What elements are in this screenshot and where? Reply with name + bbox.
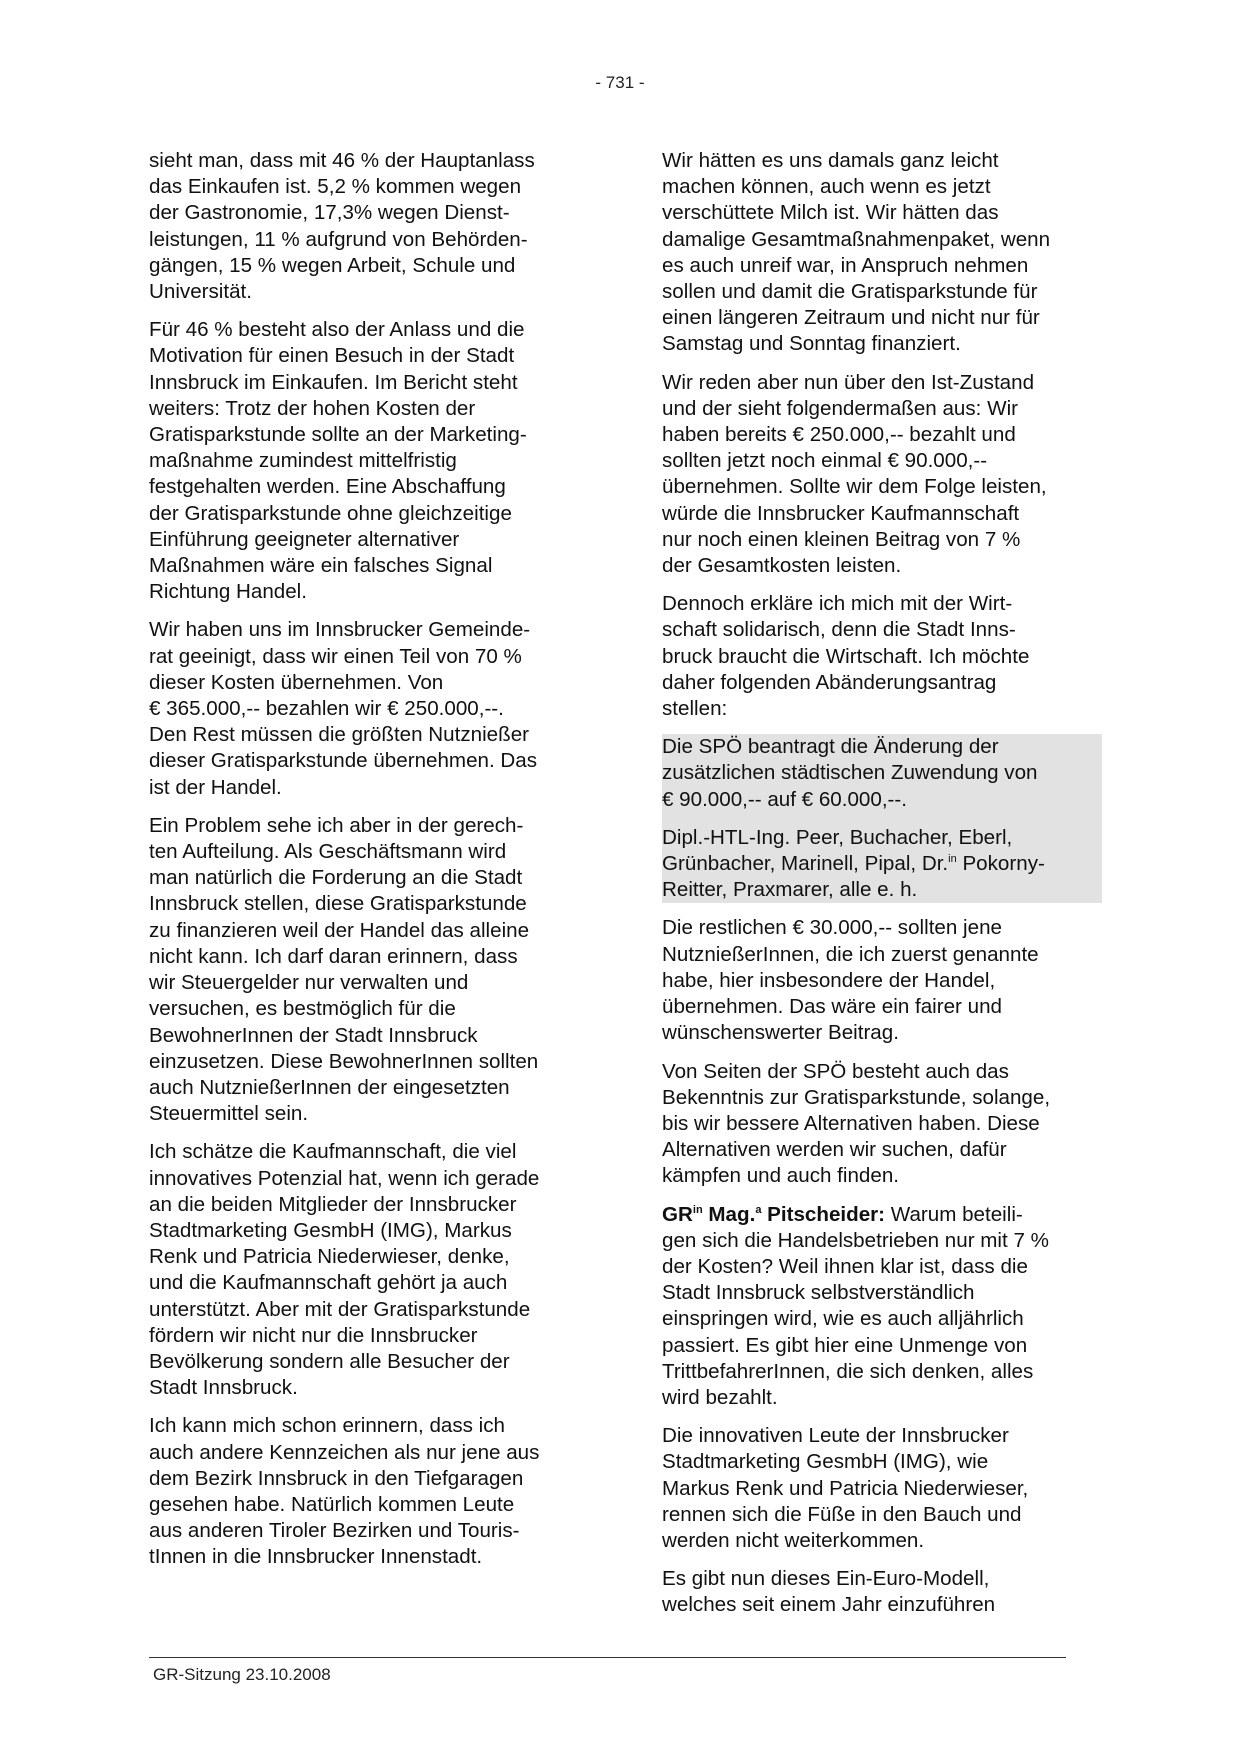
paragraph: Wir haben uns im Innsbrucker Gemeinde- rat geeinigt, dass wir einen Teil von 70 % dieser Kosten übernehmen. Von € 365.000,-- bezahlen wir € 250.000,--. Den Rest müssen die größten Nutznießer dieser Gratisparkstunde übernehmen. Das ist der Handel.	[149, 618, 538, 799]
paragraph: Ich schätze die Kaufmannschaft, die viel innovatives Potenzial hat, wenn ich gerade an die beiden Mitglieder der Innsbrucker Stadtmarketing GesmbH (IMG), Markus Renk und Patricia Niederwieser, denke, und die Kaufmannschaft gehört ja auch unterstützt. Aber mit der Gratisparkstunde fördern wir nicht nur die Innsbrucker Bevölkerung sondern alle Besucher der Stadt Innsbruck.	[149, 1140, 540, 1400]
paragraph: Ich kann mich schon erinnern, dass ich auch andere Kennzeichen als nur jene aus dem Bezirk Innsbruck in den Tiefgaragen gesehen habe. Natürlich kommen Leute aus anderen Tiroler Bezirken und Touris- tInnen in die Innsbrucker Innenstadt.	[149, 1414, 540, 1569]
speaker-name: Pitscheider:	[761, 1202, 886, 1226]
left-column	[149, 148, 589, 1583]
speaker-text: Warum beteili- gen sich die Handelsbetrieben nur mit 7 % der Kosten? Weil ihnen klar ist, dass die Stadt Innsbruck selbstverständlich einspringen wird, wie es auch alljährlich passiert. Es gibt hier eine Unmenge von TrittbefahrerInnen, die sich denken, alles wird bezahlt.	[662, 1202, 1049, 1409]
paragraph: Für 46 % besteht also der Anlass und die Motivation für einen Besuch in der Stadt Innsbruck im Einkaufen. Im Bericht steht weiters: Trotz der hohen Kosten der Gratisparkstunde sollte an der Marketing- maßnahme zumindest mittelfristig festgehalten werden. Eine Abschaffung der Gratisparkstunde ohne gleichzeitige Einführung geeigneter alternativer Maßnahmen wäre ein falsches Signal Richtung Handel.	[149, 318, 527, 604]
motion-text: Die SPÖ beantragt die Änderung der zusätzlichen städtischen Zuwendung von € 90.000,-- auf € 60.000,--.	[662, 735, 1038, 811]
paragraph: Wir hätten es uns damals ganz leicht machen können, auch wenn es jetzt verschüttete Milch ist. Wir hätten das damalige Gesamtmaßnahmenpaket, wenn es auch unreif war, in Anspruch nehmen sollen und damit die Gratisparkstunde für einen längeren Zeitraum und nicht nur für Samstag und Sonntag finanziert.	[662, 149, 1051, 356]
paragraph: Die restlichen € 30.000,-- sollten jene NutznießerInnen, die ich zuerst genannte habe, hier insbesondere der Handel, übernehmen. Das wäre ein fairer und wünschenswerter Beitrag.	[662, 916, 1039, 1045]
speaker-mag: Mag.	[702, 1202, 756, 1226]
signers-part1: Dipl.-HTL-Ing. Peer, Buchacher, Eberl, Grünbacher, Marinell, Pipal, Dr.	[662, 825, 1013, 876]
speaker-paragraph	[662, 1202, 1102, 1412]
paragraph: Ein Problem sehe ich aber in der gerech- ten Aufteilung. Als Geschäftsmann wird man natürlich die Forderung an die Stadt Innsbruck stellen, diese Gratisparkstunde zu finanzieren weil der Handel das alleine nicht kann. Ich darf daran erinnern, dass wir Steuergelder nur verwalten und versuchen, es bestmöglich für die BewohnerInnen der Stadt Innsbruck einzusetzen. Diese BewohnerInnen sollten auch NutznießerInnen der eingesetzten Steuermittel sein.	[149, 813, 539, 1126]
paragraph: Es gibt nun dieses Ein-Euro-Modell, welches seit einem Jahr einzuführen	[662, 1567, 996, 1617]
speaker-title-superscript: in	[692, 1203, 703, 1216]
paragraph: Wir reden aber nun über den Ist-Zustand und der sieht folgendermaßen aus: Wir haben bereits € 250.000,-- bezahlt und sollten jetzt noch einmal € 90.000,-- übernehmen. Sollte wir dem Folge leisten, würde die Innsbrucker Kaufmannschaft nur noch einen kleinen Beitrag von 7 % der Gesamtkosten leisten.	[662, 370, 1047, 578]
speaker-mag-superscript: a	[755, 1203, 762, 1216]
paragraph: Dennoch erkläre ich mich mit der Wirt- schaft solidarisch, denn die Stadt Inns- bruck braucht die Wirtschaft. Ich möchte daher folgenden Abänderungsantrag stellen:	[662, 592, 1030, 721]
paragraph: Die innovativen Leute der Innsbrucker Stadtmarketing GesmbH (IMG), wie Markus Renk und Patricia Niederwieser, rennen sich die Füße in den Bauch und werden nicht weiterkommen.	[662, 1424, 1029, 1552]
paragraph: Von Seiten der SPÖ besteht auch das Bekenntnis zur Gratisparkstunde, solange, bis wir bessere Alternativen haben. Diese Alternativen werden wir suchen, dafür kämpfen und auch finden.	[662, 1059, 1051, 1188]
motion-box	[662, 734, 1102, 903]
signers-superscript: in	[948, 853, 957, 866]
signers-part2: Pokorny- Reitter, Praxmarer, alle e. h.	[662, 852, 1045, 902]
footer-session-date: GR-Sitzung 23.10.2008	[153, 1665, 331, 1684]
motion-signers	[662, 825, 1102, 904]
paragraph: sieht man, dass mit 46 % der Hauptanlass das Einkaufen ist. 5,2 % kommen wegen der Gastronomie, 17,3% wegen Dienst- leistungen, 11 % aufgrund von Behörden- gängen, 15 % wegen Arbeit, Schule und Universität.	[149, 149, 535, 304]
speaker-title: GR	[662, 1202, 693, 1226]
footer-divider	[149, 1657, 1066, 1658]
page-number: - 731 -	[595, 73, 645, 92]
right-column	[662, 148, 1102, 1631]
